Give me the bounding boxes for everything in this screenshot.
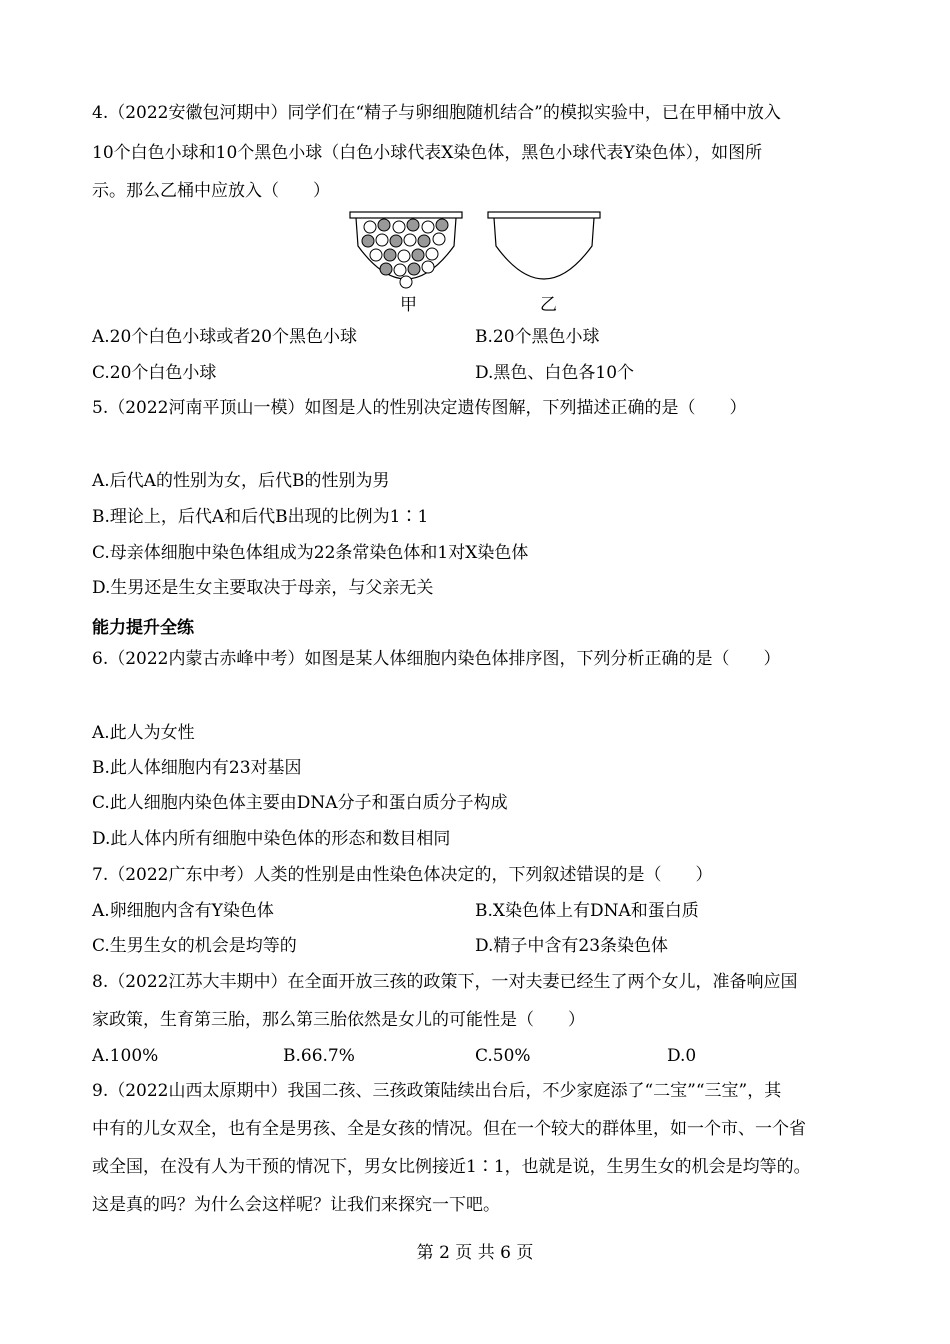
- bucket-yi: [488, 212, 600, 279]
- bucket-figure: [340, 206, 610, 318]
- q7-option-c: C.生男生女的机会是均等的: [92, 936, 297, 956]
- q8-option-d: D.0: [667, 1046, 697, 1066]
- q4-stem-line-2: 10个白色小球和10个黑色小球（白色小球代表X染色体，黑色小球代表Y染色体），如图所: [92, 143, 763, 163]
- q6-option-a: A.此人为女性: [92, 723, 195, 743]
- q8-option-c: C.50%: [475, 1046, 531, 1066]
- q6-option-d: D.此人体内所有细胞中染色体的形态和数目相同: [92, 829, 451, 849]
- q9-line-1: 9.（2022山西太原期中）我国二孩、三孩政策陆续出台后，不少家庭添了“二宝”“三宝”，其: [92, 1081, 782, 1101]
- q5-option-d: D.生男还是生女主要取决于母亲，与父亲无关: [92, 578, 434, 598]
- q9-line-3: 或全国，在没有人为干预的情况下，男女比例接近1∶1，也就是说，生男生女的机会是均等的。: [92, 1157, 811, 1177]
- q7-option-d: D.精子中含有23条染色体: [475, 936, 669, 956]
- page-footer: 第 2 页 共 6 页: [416, 1243, 534, 1263]
- q5-option-c: C.母亲体细胞中染色体组成为22条常染色体和1对X染色体: [92, 543, 529, 563]
- q4-option-c: C.20个白色小球: [92, 363, 217, 383]
- q6-stem: 6.（2022内蒙古赤峰中考）如图是某人体细胞内染色体排序图，下列分析正确的是（ ）: [92, 649, 781, 669]
- q5-stem: 5.（2022河南平顶山一模）如图是人的性别决定遗传图解，下列描述正确的是（ ）: [92, 398, 747, 418]
- q5-option-a: A.后代A的性别为女，后代B的性别为男: [92, 471, 390, 491]
- q7-option-a: A.卵细胞内含有Y染色体: [92, 901, 274, 921]
- label-yi: 乙: [540, 295, 557, 315]
- q6-option-b: B.此人体细胞内有23对基因: [92, 758, 302, 778]
- q9-line-4: 这是真的吗？为什么会这样呢？让我们来探究一下吧。: [92, 1195, 500, 1215]
- q6-option-c: C.此人细胞内染色体主要由DNA分子和蛋白质分子构成: [92, 793, 508, 813]
- section-title: 能力提升全练: [92, 618, 194, 638]
- q5-option-b: B.理论上，后代A和后代B出现的比例为1∶1: [92, 507, 429, 527]
- q4-option-d: D.黑色、白色各10个: [475, 363, 635, 383]
- q7-stem: 7.（2022广东中考）人类的性别是由性染色体决定的，下列叙述错误的是（ ）: [92, 865, 713, 885]
- q4-stem-line-3: 示。那么乙桶中应放入（ ）: [92, 181, 330, 201]
- q8-option-a: A.100%: [92, 1046, 159, 1066]
- q4-option-a: A.20个白色小球或者20个黑色小球: [92, 327, 357, 347]
- q8-option-b: B.66.7%: [283, 1046, 355, 1066]
- q8-stem-line-2: 家政策，生育第三胎，那么第三胎依然是女儿的可能性是（ ）: [92, 1010, 585, 1030]
- label-jia: 甲: [400, 295, 417, 315]
- q7-option-b: B.X染色体上有DNA和蛋白质: [475, 901, 699, 921]
- q8-stem-line-1: 8.（2022江苏大丰期中）在全面开放三孩的政策下，一对夫妻已经生了两个女儿，准备响应国: [92, 972, 798, 992]
- q9-line-2: 中有的儿女双全，也有全是男孩、全是女孩的情况。但在一个较大的群体里，如一个市、一个省: [92, 1119, 806, 1139]
- bucket-jia: [350, 212, 462, 288]
- q4-option-b: B.20个黑色小球: [475, 327, 600, 347]
- q4-stem-line-1: 4.（2022安徽包河期中）同学们在“精子与卵细胞随机结合”的模拟实验中，已在甲桶中放入: [92, 103, 781, 123]
